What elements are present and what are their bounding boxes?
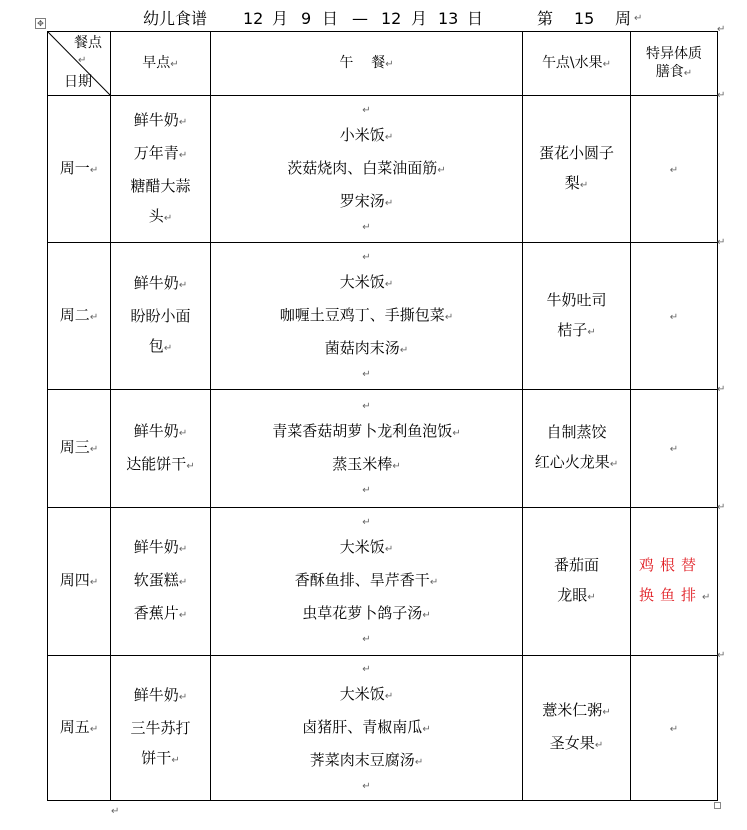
day-label: 周五 xyxy=(59,717,90,736)
corner-bottom-label: 日期 xyxy=(64,74,92,90)
breakfast-item: 达能饼干 xyxy=(126,454,187,473)
paragraph-mark: ↵ xyxy=(384,197,394,209)
paragraph-mark: ↵ xyxy=(178,116,188,128)
day-cell xyxy=(48,243,111,390)
corner-top-label: 餐点 xyxy=(74,35,102,51)
title-week-suffix: 周 xyxy=(615,9,632,28)
breakfast-item: 盼盼小面 xyxy=(130,307,191,325)
row-end-mark: ↵ xyxy=(717,650,726,661)
breakfast-item: 鲜牛奶 xyxy=(133,110,179,129)
paragraph-mark: ↵ xyxy=(89,311,99,323)
paragraph-mark: ↵ xyxy=(362,368,371,380)
title-week-num: 15 xyxy=(574,9,595,28)
title-start-month: 12 xyxy=(243,9,264,28)
breakfast-item: 鲜牛奶 xyxy=(133,274,179,292)
title-dash: — xyxy=(352,9,368,28)
snack-cell xyxy=(523,390,631,508)
snack-cell xyxy=(523,96,631,243)
lunch-item: 卤猪肝、青椒南瓜 xyxy=(302,717,423,736)
paragraph-mark: ↵ xyxy=(78,55,87,66)
day-label: 周二 xyxy=(59,305,90,324)
paragraph-mark: ↵ xyxy=(669,164,679,176)
row-end-mark: ↵ xyxy=(717,384,726,395)
paragraph-mark: ↵ xyxy=(609,459,619,470)
breakfast-cell xyxy=(111,656,211,801)
day-cell xyxy=(48,390,111,508)
title-end-day: 13 xyxy=(438,9,459,28)
lunch-item: 茨菇烧肉、白菜油面筋 xyxy=(287,158,438,177)
paragraph-mark: ↵ xyxy=(178,610,188,621)
paragraph-mark: ↵ xyxy=(602,707,611,718)
paragraph-mark: ↵ xyxy=(634,13,643,24)
snack-cell xyxy=(523,508,631,656)
day-cell xyxy=(48,96,111,243)
special-cell xyxy=(631,96,718,243)
day-label: 周四 xyxy=(59,571,90,589)
breakfast-item: 头 xyxy=(148,206,164,225)
snack-item: 薏米仁粥 xyxy=(542,701,603,719)
paragraph-mark: ↵ xyxy=(669,311,679,323)
snack-item: 圣女果 xyxy=(549,734,595,752)
header-lunch-label: 午 餐 xyxy=(339,54,386,71)
snack-item: 红心火龙果 xyxy=(534,453,610,471)
special-cell xyxy=(631,508,718,656)
paragraph-mark: ↵ xyxy=(422,610,431,621)
breakfast-item: 软蛋糕 xyxy=(133,571,179,589)
breakfast-item: 万年青 xyxy=(133,143,179,162)
paragraph-mark: ↵ xyxy=(702,592,711,603)
snack-item: 桔子 xyxy=(557,320,588,339)
snack-item: 龙眼 xyxy=(557,586,588,604)
paragraph-mark: ↵ xyxy=(362,517,371,528)
header-special-line2: 膳食 xyxy=(655,63,684,80)
table-resize-handle[interactable] xyxy=(714,802,721,809)
title-end-month: 12 xyxy=(381,9,402,28)
paragraph-mark: ↵ xyxy=(587,592,596,603)
snack-item: 牛奶吐司 xyxy=(546,290,607,309)
row-end-mark: ↵ xyxy=(717,90,726,101)
lunch-item: 虫草花萝卜鸽子汤 xyxy=(302,604,423,622)
paragraph-mark: ↵ xyxy=(171,755,180,766)
day-cell xyxy=(48,656,111,801)
paragraph-mark: ↵ xyxy=(89,577,99,588)
header-lunch xyxy=(211,32,523,96)
paragraph-mark: ↵ xyxy=(669,723,679,735)
snack-item: 蛋花小圆子 xyxy=(538,143,614,162)
breakfast-cell xyxy=(111,390,211,508)
paragraph-mark: ↵ xyxy=(587,326,596,338)
paragraph-mark: ↵ xyxy=(186,460,195,472)
paragraph-mark: ↵ xyxy=(111,806,120,817)
paragraph-mark: ↵ xyxy=(384,690,394,702)
menu-table xyxy=(47,31,718,801)
paragraph-mark: ↵ xyxy=(384,544,394,555)
paragraph-mark: ↵ xyxy=(178,577,188,588)
paragraph-mark: ↵ xyxy=(429,577,439,588)
paragraph-mark: ↵ xyxy=(579,179,589,191)
title-day-char-2: 日 xyxy=(467,9,484,28)
snack-cell xyxy=(523,656,631,801)
lunch-item: 小米饭 xyxy=(339,125,385,144)
paragraph-mark: ↵ xyxy=(669,444,679,455)
corner-cell xyxy=(48,32,111,96)
table-row xyxy=(48,656,718,801)
table-row xyxy=(48,96,718,243)
paragraph-mark: ↵ xyxy=(362,663,371,675)
header-breakfast xyxy=(111,32,211,96)
paragraph-mark: ↵ xyxy=(89,444,99,455)
breakfast-cell xyxy=(111,508,211,656)
header-row xyxy=(48,32,718,96)
title-month-char: 月 xyxy=(272,9,289,28)
paragraph-mark: ↵ xyxy=(163,212,173,224)
paragraph-mark: ↵ xyxy=(437,164,446,176)
lunch-item: 蒸玉米棒 xyxy=(332,454,393,473)
paragraph-mark: ↵ xyxy=(163,343,173,354)
paragraph-mark: ↵ xyxy=(178,427,188,439)
special-cell xyxy=(631,243,718,390)
title-week-prefix: 第 xyxy=(537,9,554,28)
breakfast-item: 糖醋大蒜 xyxy=(130,176,191,195)
day-label: 周三 xyxy=(59,438,90,456)
paragraph-mark: ↵ xyxy=(178,149,188,161)
paragraph-mark: ↵ xyxy=(362,484,371,496)
table-row xyxy=(48,508,718,656)
breakfast-cell xyxy=(111,243,211,390)
lunch-item: 咖喱土豆鸡丁、手撕包菜 xyxy=(279,305,445,324)
paragraph-mark: ↵ xyxy=(422,723,431,735)
special-diet: 鸡根替换鱼排 xyxy=(639,556,703,604)
paragraph-mark: ↵ xyxy=(178,544,188,555)
row-end-mark: ↵ xyxy=(717,24,726,35)
lunch-item: 荠菜肉末豆腐汤 xyxy=(309,750,415,769)
paragraph-mark: ↵ xyxy=(362,104,371,116)
paragraph-mark: ↵ xyxy=(362,400,371,412)
lunch-cell xyxy=(211,656,523,801)
breakfast-item: 鲜牛奶 xyxy=(133,421,179,440)
paragraph-mark: ↵ xyxy=(602,58,612,70)
snack-item: 自制蒸饺 xyxy=(546,423,607,441)
title-start-day: 9 xyxy=(301,9,312,28)
paragraph-mark: ↵ xyxy=(362,634,371,645)
lunch-item: 菌菇肉末汤 xyxy=(324,338,400,357)
page-title xyxy=(0,8,747,30)
table-move-handle[interactable]: ✥ xyxy=(35,18,46,29)
paragraph-mark: ↵ xyxy=(178,692,188,703)
lunch-cell xyxy=(211,508,523,656)
snack-item: 梨 xyxy=(564,173,580,192)
breakfast-item: 包 xyxy=(148,337,164,355)
snack-item: 番茄面 xyxy=(553,556,599,574)
paragraph-mark: ↵ xyxy=(89,723,99,735)
paragraph-mark: ↵ xyxy=(399,344,409,356)
table-row xyxy=(48,243,718,390)
paragraph-mark: ↵ xyxy=(444,311,454,323)
header-special xyxy=(631,32,718,96)
title-label: 幼儿食谱 xyxy=(143,9,208,28)
paragraph-mark: ↵ xyxy=(89,164,99,176)
paragraph-mark: ↵ xyxy=(178,280,188,291)
lunch-cell xyxy=(211,96,523,243)
paragraph-mark: ↵ xyxy=(683,67,693,79)
paragraph-mark: ↵ xyxy=(452,427,461,439)
breakfast-item: 饼干 xyxy=(141,749,172,767)
lunch-item: 香酥鱼排、旱芹香干 xyxy=(294,571,430,589)
lunch-item: 罗宋汤 xyxy=(339,191,385,210)
lunch-item: 大米饭 xyxy=(339,684,385,703)
lunch-item: 青菜香菇胡萝卜龙利鱼泡饭 xyxy=(272,421,453,440)
lunch-cell xyxy=(211,243,523,390)
day-cell xyxy=(48,508,111,656)
row-end-mark: ↵ xyxy=(717,237,726,248)
lunch-item: 大米饭 xyxy=(339,272,385,291)
paragraph-mark: ↵ xyxy=(170,58,179,70)
table-row xyxy=(48,390,718,508)
day-label: 周一 xyxy=(59,158,90,177)
paragraph-mark: ↵ xyxy=(362,780,371,792)
paragraph-mark: ↵ xyxy=(594,740,604,751)
paragraph-mark: ↵ xyxy=(385,58,394,70)
title-month-char-2: 月 xyxy=(411,9,428,28)
paragraph-mark: ↵ xyxy=(362,221,371,233)
breakfast-item: 三牛苏打 xyxy=(130,719,191,737)
breakfast-item: 香蕉片 xyxy=(133,604,179,622)
paragraph-mark: ↵ xyxy=(384,278,394,290)
lunch-item: 大米饭 xyxy=(339,538,385,556)
paragraph-mark: ↵ xyxy=(414,756,424,768)
breakfast-cell xyxy=(111,96,211,243)
header-breakfast-label: 早点 xyxy=(142,54,171,71)
snack-cell xyxy=(523,243,631,390)
title-day-char: 日 xyxy=(322,9,339,28)
paragraph-mark: ↵ xyxy=(362,251,371,263)
special-cell xyxy=(631,656,718,801)
row-end-mark: ↵ xyxy=(717,502,726,513)
breakfast-item: 鲜牛奶 xyxy=(133,686,179,704)
special-cell xyxy=(631,390,718,508)
paragraph-mark: ↵ xyxy=(392,460,401,472)
lunch-cell xyxy=(211,390,523,508)
header-snack-label: 午点\水果 xyxy=(541,54,603,71)
breakfast-item: 鲜牛奶 xyxy=(133,538,179,556)
paragraph-mark: ↵ xyxy=(384,131,394,143)
header-snack xyxy=(523,32,631,96)
header-special-line1: 特异体质 xyxy=(646,45,702,62)
